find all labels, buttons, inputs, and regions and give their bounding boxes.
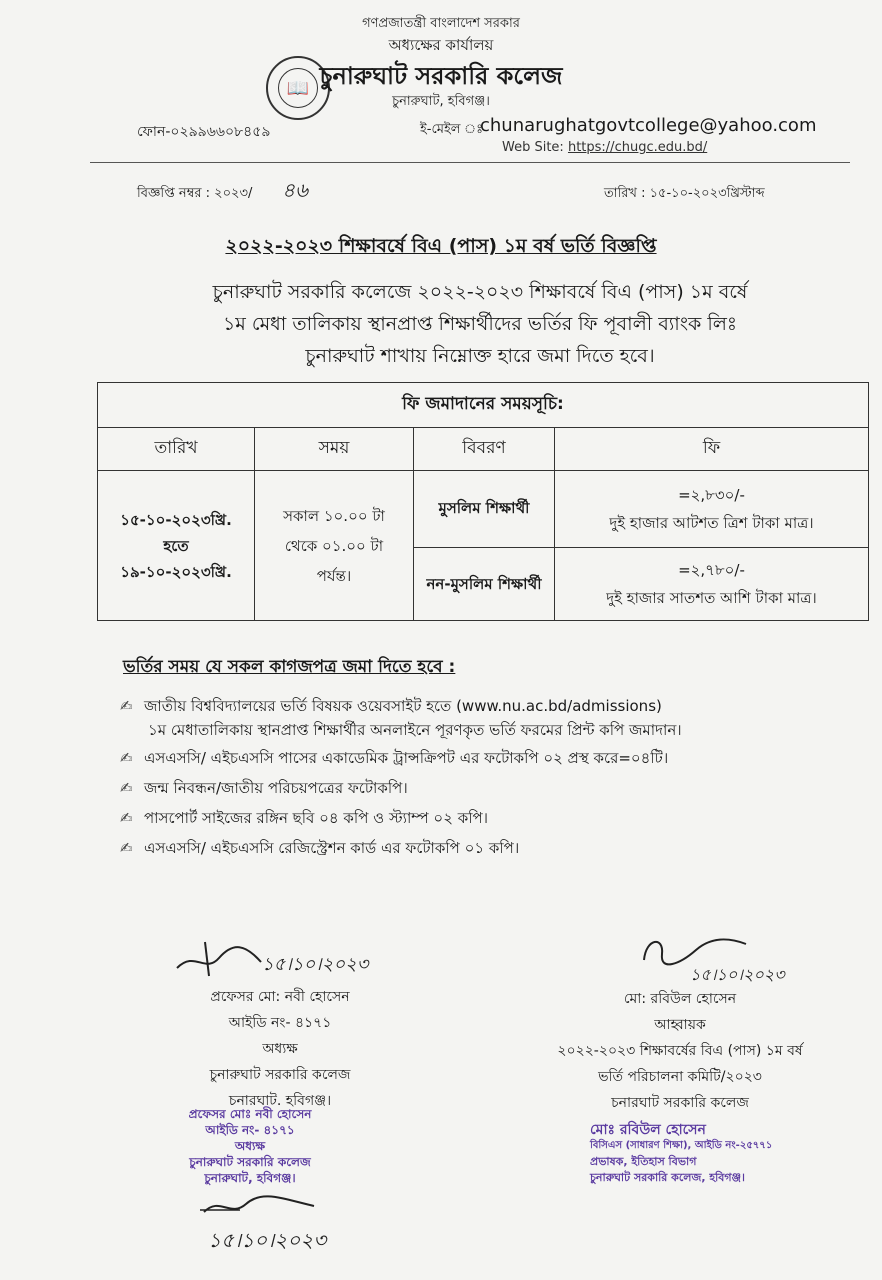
- fee-schedule-table: [97, 382, 869, 621]
- pen-bullet-icon: ✍: [120, 697, 133, 715]
- document-text-continued: ১ম মেধাতালিকায় স্থানপ্রাপ্ত শিক্ষার্থীর অনলাইনে পূরণকৃত ভর্তি ফরমের প্রিন্ট কপি জমাদান।: [148, 721, 682, 739]
- fee-amount: =২,৭৮০/-: [678, 561, 745, 579]
- committee-line: ভর্তি পরিচালনা কমিটি/২০২৩: [598, 1069, 762, 1085]
- principal-stamp: [150, 1106, 350, 1186]
- college-name: চুনারুঘাট সরকারি কলেজ: [319, 62, 563, 90]
- intro-line: চুনারুঘাট শাখায় নিম্নোক্ত হারে জমা দিতে হবে।: [305, 345, 655, 367]
- principal-initials-date: ১৫।১০।২০২৩: [208, 1228, 327, 1252]
- header-date: তারিখ: [98, 428, 255, 471]
- principal-name: প্রফেসর মো: নবী হোসেন: [210, 989, 350, 1005]
- principal-signed-date: ১৫।১০।২০২৩: [262, 954, 369, 975]
- principal-place: চনারঘাট. হবিগঞ্জ।: [228, 1093, 332, 1109]
- header-fee: ফি: [555, 428, 869, 471]
- stamp-line: চুনারুঘাট সরকারি কলেজ: [189, 1155, 311, 1169]
- principal-id: আইডি নং- ৪১৭১: [228, 1015, 332, 1031]
- fee-cell: [555, 471, 869, 548]
- notice-date: তারিখ : ১৫-১০-২০২৩খ্রিস্টাব্দ: [604, 186, 765, 201]
- email: chunarughatgovtcollege@yahoo.com: [480, 115, 817, 136]
- document-text: জাতীয় বিশ্ববিদ্যালয়ের ভর্তি বিষয়ক ওয়েবসাইট হতে (www.nu.ac.bd/admissions): [144, 697, 662, 715]
- convener-name: মো: রবিউল হোসেন: [623, 991, 737, 1007]
- notice-number-handwritten: ৪৬: [282, 178, 308, 202]
- office-line: অধ্যক্ষের কার্যালয়: [388, 36, 494, 54]
- list-item: [120, 694, 860, 742]
- date-to-word: হতে: [163, 536, 189, 555]
- header-time: সময়: [255, 428, 414, 471]
- header-divider: [90, 162, 850, 163]
- time-cell: [255, 471, 414, 621]
- convener-signed-date: ১৫।১০।২০২৩: [690, 965, 785, 984]
- fee-cell: [555, 548, 869, 621]
- time-end: পর্যন্ত।: [316, 566, 352, 585]
- header-description: বিবরণ: [414, 428, 555, 471]
- principal-designation: অধ্যক্ষ: [262, 1041, 298, 1057]
- convener-block: [520, 986, 840, 1116]
- convener-college: চনারঘাট সরকারি কলেজ: [611, 1095, 749, 1111]
- principal-initials-signature: [200, 1192, 320, 1222]
- committee-line: ২০২২-২০২৩ শিক্ষাবর্ষের বিএ (পাস) ১ম বর্ষ: [557, 1043, 803, 1059]
- date-from: ১৫-১০-২০২৩খ্রি.: [120, 510, 232, 529]
- convener-stamp: [590, 1122, 860, 1186]
- list-item: [120, 806, 860, 830]
- fee-words: দুই হাজার সাতশত আশি টাকা মাত্র।: [606, 589, 817, 607]
- table-row: [98, 471, 869, 548]
- document-text: পাসপোর্ট সাইজের রঙ্গিন ছবি ০৪ কপি ও স্ট্যাম্প ০২ কপি।: [144, 809, 489, 827]
- convener-role: আহ্বায়ক: [654, 1017, 706, 1033]
- fee-amount: =২,৮৩০/-: [678, 486, 745, 504]
- list-item: [120, 776, 860, 800]
- fee-words: দুই হাজার আটশত ত্রিশ টাকা মাত্র।: [609, 514, 814, 532]
- date-to: ১৯-১০-২০২৩খ্রি.: [120, 562, 232, 581]
- list-item: [120, 746, 860, 770]
- date-cell: [98, 471, 255, 621]
- time-to: থেকে ০১.০০ টা: [284, 536, 384, 555]
- pen-bullet-icon: ✍: [120, 779, 133, 797]
- documents-title: ভর্তির সময় যে সকল কাগজপত্র জমা দিতে হবে :: [123, 657, 456, 677]
- stamp-line: চুনারুঘাট সরকারি কলেজ, হবিগঞ্জ।: [590, 1171, 745, 1184]
- pen-bullet-icon: ✍: [120, 809, 133, 827]
- phone: ফোন-০২৯৯৬৬০৮৪৫৯: [137, 124, 271, 140]
- principal-signature: [175, 940, 265, 980]
- principal-block: [160, 984, 400, 1114]
- intro-paragraph: [100, 276, 860, 372]
- govt-line: গণপ্রজাতন্ত্রী বাংলাদেশ সরকার: [362, 16, 520, 31]
- website-label: Web Site:: [502, 140, 564, 155]
- document-text: এসএসসি/ এইচএসসি রেজিস্ট্রেশন কার্ড এর ফটোকপি ০১ কপি।: [144, 839, 520, 857]
- table-caption: ফি জমাদানের সময়সূচি:: [98, 383, 869, 428]
- stamp-line: বিসিএস (সাধারণ শিক্ষা), আইডি নং-২৫৭৭১: [590, 1140, 773, 1151]
- document-text: জন্ম নিবন্ধন/জাতীয় পরিচয়পত্রের ফটোকপি।: [144, 779, 408, 797]
- pen-bullet-icon: ✍: [120, 749, 133, 767]
- college-address: চুনারুঘাট, হবিগঞ্জ।: [392, 94, 490, 109]
- pen-bullet-icon: ✍: [120, 839, 133, 857]
- book-icon: 📖: [278, 68, 318, 108]
- notice-title: ২০২২-২০২৩ শিক্ষাবর্ষে বিএ (পাস) ১ম বর্ষ ভর্তি বিজ্ঞপ্তি: [225, 235, 657, 257]
- intro-line: ১ম মেধা তালিকায় স্থানপ্রাপ্ত শিক্ষার্থীদের ভর্তির ফি পূবালী ব্যাংক লিঃ: [222, 313, 738, 335]
- list-item: [120, 836, 860, 860]
- stamp-line: চুনারুঘাট, হবিগঞ্জ।: [204, 1171, 296, 1185]
- documents-list: [120, 694, 860, 860]
- desc-cell: নন-মুসলিম শিক্ষার্থী: [414, 548, 555, 621]
- time-from: সকাল ১০.০০ টা: [283, 506, 385, 525]
- stamp-line: অধ্যক্ষ: [234, 1139, 266, 1153]
- desc-cell: মুসলিম শিক্ষার্থী: [414, 471, 555, 548]
- stamp-line: মোঃ রবিউল হোসেন: [590, 1122, 706, 1138]
- stamp-line: আইডি নং- ৪১৭১: [205, 1123, 295, 1137]
- notice-number: বিজ্ঞপ্তি নম্বর : ২০২৩/: [137, 186, 253, 201]
- stamp-line: প্রভাষক, ইতিহাস বিভাগ: [590, 1155, 697, 1168]
- document-text: এসএসসি/ এইচএসসি পাসের একাডেমিক ট্রান্সক্রিপট এর ফটোকপি ০২ প্রস্থ করে=০৪টি।: [144, 749, 669, 767]
- intro-line: চুনারুঘাট সরকারি কলেজে ২০২২-২০২৩ শিক্ষাবর্ষে বিএ (পাস) ১ম বর্ষে: [212, 281, 748, 303]
- website-link[interactable]: https://chugc.edu.bd/: [567, 140, 708, 155]
- stamp-line: প্রফেসর মোঃ নবী হোসেন: [188, 1107, 312, 1121]
- email-label: ই-মেইল ঃ: [420, 122, 484, 137]
- principal-college: চুনারুঘাট সরকারি কলেজ: [209, 1067, 351, 1083]
